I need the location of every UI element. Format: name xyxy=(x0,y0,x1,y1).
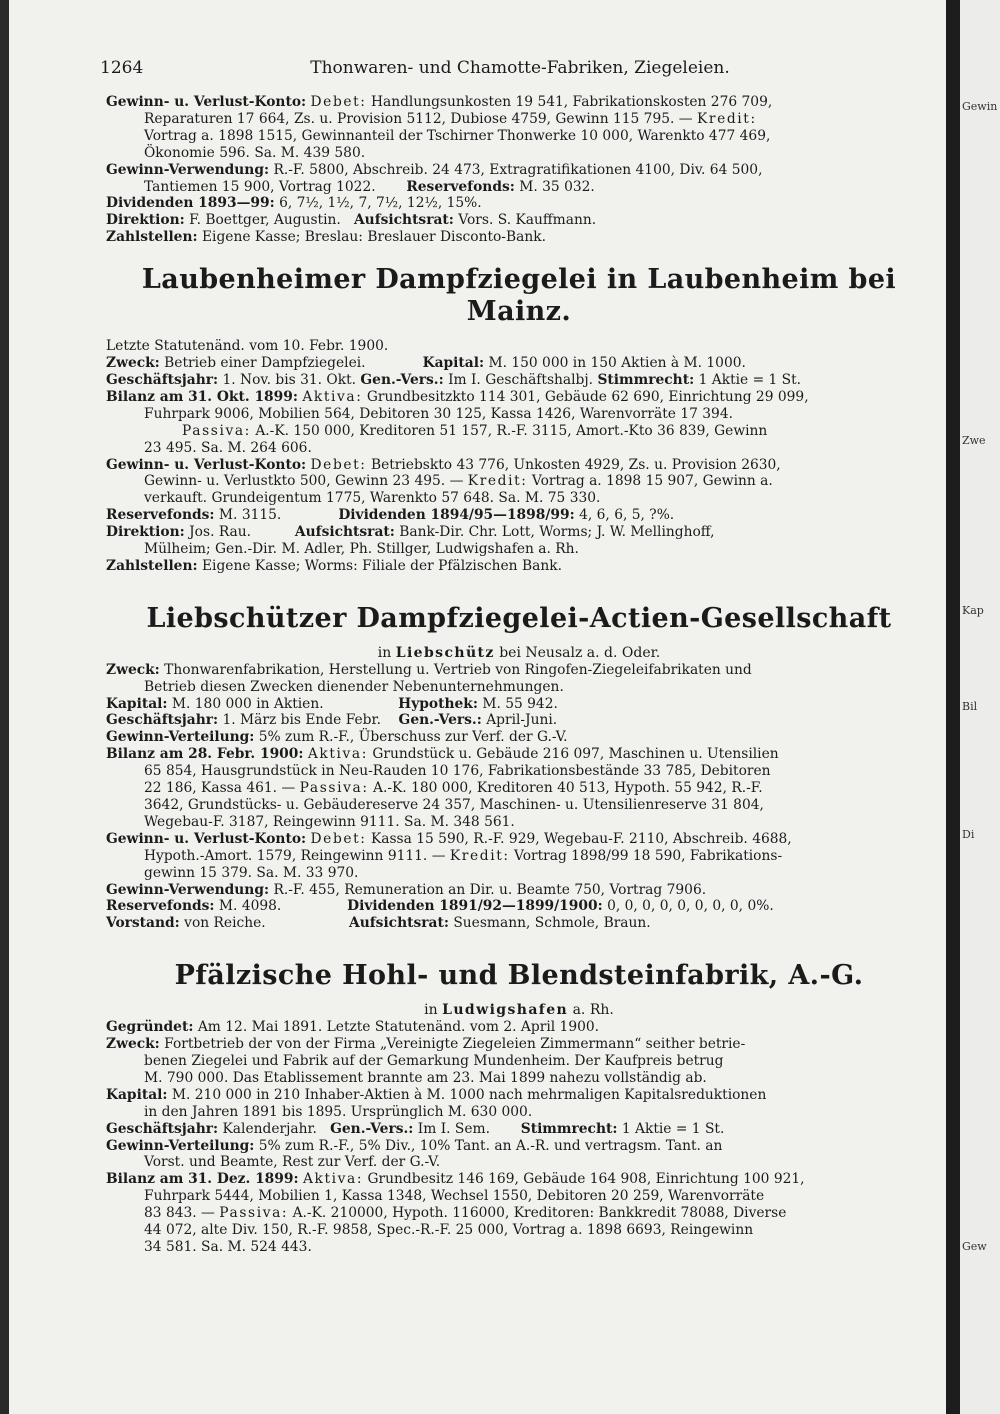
margin-fragment: Bil xyxy=(962,700,978,713)
company-entry-laubenheim: Laubenheimer Dampfziegelei in Laubenheim bei Mainz. Letzte Statutenänd. vom 10. Febr. 1900. Zweck: Betrieb einer Dampfziegelei. Kapital: M. 150 000 in 150 Aktien à M. 1000. Geschäftsjahr: 1. Nov. bis 31. Okt. Gen.-Vers.: Im I. Geschäftshalbj. Stimmrecht: 1 Aktie = 1 St. Bilanz am 31. Okt. 1899: Aktiva: Grundbesitzkto 114 301, Gebäude 62 690, Einrichtung 29 099, Fuhrpark 9006, Mobilien 564, Debitoren 30 125, Kassa 1426, Warenvorräte 17 394. Passiva: A.-K. 150 000, Kreditoren 51 157, R.-F. 3115, Amort.-Kto 36 839, Gewinn 23 495. Sa. M. 264 606. Gewinn- u. Verlust-Konto: Debet: Betriebskto 43 776, Unkosten 4929, Zs. u. Provision 2630, Gewinn- u. Verlustkto 500, Gewinn 23 495. — Kredit: Vortrag a. 1898 15 907, Gewinn a. verkauft. Grundeigentum 1775, Warenkto 57 648. Sa. M. 75 330. Reservefonds: M. 3115. Dividenden 1894/95—1898/99: 4, 6, 6, 5, ?%. Direktion: Jos. Rau. Aufsichtsrat: Bank-Dir. Chr. Lott, Worms; J. W. Mellinghoff, Mülheim; Gen.-Dir. M. Adler, Ph. Stillger, Ludwigshafen a. Rh. Zahlstellen: Eigene Kasse; Worms: Filiale der Pfälzischen Bank. xyxy=(106,264,932,575)
guv-line: Gewinn- u. Verlust-Konto: Debet: Handlungsunkosten 19 541, Fabrikationskosten 276 709, xyxy=(106,94,773,110)
page-number: 1264 xyxy=(100,58,144,78)
guv: Gewinn- u. Verlust-Konto: Debet: Kassa 15 590, R.-F. 929, Wegebau-F. 2110, Abschreib. 4688, xyxy=(106,830,792,847)
company-title: Pfälzische Hohl- und Blendsteinfabrik, A.-G. xyxy=(174,960,864,992)
gewinn-verwendung: Gewinn-Verwendung: R.-F. 5800, Abschreib. 24 473, Extragratifikationen 4100, Div. 64 500, xyxy=(106,161,763,178)
left-scan-edge xyxy=(0,0,9,1414)
dividenden: Dividenden 1893—99: 6, 7½, 1½, 7, 7½, 12½, 15%. xyxy=(106,195,482,212)
zahlstellen: Zahlstellen: Eigene Kasse; Breslau: Breslauer Disconto-Bank. xyxy=(106,229,546,246)
company-location: in Ludwigshafen a. Rh. xyxy=(424,1002,614,1019)
margin-fragment: Gewin xyxy=(962,100,998,113)
company-title: Laubenheimer Dampfziegelei in Laubenheim bei Mainz. xyxy=(141,264,897,328)
page-header xyxy=(100,58,932,82)
guv-line: Reparaturen 17 664, Zs. u. Provision 5112, Dubiose 4759, Gewinn 115 795. — Kredit: xyxy=(144,110,757,127)
company-title: Liebschützer Dampfziegelei-Actien-Gesellschaft xyxy=(146,602,892,634)
company-entry-liebschuetz: Liebschützer Dampfziegelei-Actien-Gesellschaft in Liebschütz bei Neusalz a. d. Oder. Zweck: Thonwarenfabrikation, Herstellung u. Vertrieb von Ringofen-Ziegeleifabrikaten und Betrieb diesen Zwecken dienender Nebenunternehmungen. Kapital: M. 180 000 in Aktien. Hypothek: M. 55 942. Geschäftsjahr: 1. März bis Ende Febr. Gen.-Vers.: April-Juni. Gewinn-Verteilung: 5% zum R.-F., Überschuss zur Verf. der G.-V. Bilanz am 28. Febr. 1900: Aktiva: Grundstück u. Gebäude 216 097, Maschinen u. Utensilien 65 854, Hausgrundstück in Neu-Rauden 10 176, Fabrikationsbestände 33 785, Debitoren 22 186, Kassa 461. — Passiva: A.-K. 180 000, Kreditoren 40 513, Hypoth. 55 942, R.-F. 3642, Grundstücks- u. Gebäudereserve 24 357, Maschinen- u. Utensilienreserve 31 804, Wegebau-F. 3187, Reingewinn 9111. Sa. M. 348 561. Gewinn- u. Verlust-Konto: Debet: Kassa 15 590, R.-F. 929, Wegebau-F. 2110, Abschreib. 4688, Hypoth.-Amort. 1579, Reingewinn 9111. — Kredit: Vortrag 1898/99 18 590, Fabrikations- gewinn 15 379. Sa. M. 33 970. Gewinn-Verwendung: R.-F. 455, Remuneration an Dir. u. Beamte 750, Vortrag 7906. Reservefonds: M. 4098. Dividenden 1891/92—1899/1900: 0, 0, 0, 0, 0, 0, 0, 0, 0%. Vorstand: von Reiche. Aufsichtsrat: Suesmann, Schmole, Braun. xyxy=(106,603,932,932)
margin-fragment: Zwe xyxy=(962,434,986,447)
margin-fragment: Di xyxy=(962,828,975,841)
page-gutter xyxy=(946,0,960,1414)
continued-entry: Gewinn- u. Verlust-Konto: Debet: Handlungsunkosten 19 541, Fabrikationskosten 276 709, Reparaturen 17 664, Zs. u. Provision 5112, Dubiose 4759, Gewinn 115 795. — Kredit: Vortrag a. 1898 1515, Gewinnanteil der Tschirner Thonwerke 10 000, Warenkto 477 469, Ökonomie 596. Sa. M. 439 580. Gewinn-Verwendung: R.-F. 5800, Abschreib. 24 473, Extragratifikationen 4100, Div. 64 500, Tantiemen 15 900, Vortrag 1022. Reservefonds: M. 35 032. Dividenden 1893—99: 6, 7½, 1½, 7, 7½, 12½, 15%. Direktion: F. Boettger, Augustin. Aufsichtsrat: Vors. S. Kauffmann. Zahlstellen: Eigene Kasse; Breslau: Breslauer Disconto-Bank. xyxy=(106,94,932,246)
guv-line: Vortrag a. 1898 1515, Gewinnanteil der Tschirner Thonwerke 10 000, Warenkto 477 469, xyxy=(144,127,771,144)
guv: Gewinn- u. Verlust-Konto: Debet: Betriebskto 43 776, Unkosten 4929, Zs. u. Provision 2630, xyxy=(106,456,781,473)
margin-fragment: Kap xyxy=(962,604,984,617)
page-content xyxy=(106,94,932,1256)
company-entry-pfaelzische: Pfälzische Hohl- und Blendsteinfabrik, A.-G. in Ludwigshafen a. Rh. Gegründet: Am 12. Mai 1891. Letzte Statutenänd. vom 2. April 1900. Zweck: Fortbetrieb der von der Firma „Vereinigte Ziegeleien Zimmermann“ seither betrie- benen Ziegelei und Fabrik auf der Gemarkung Mundenheim. Der Kaufpreis betrug M. 790 000. Das Etablissement brannte am 23. Mai 1899 nahezu vollständig ab. Kapital: M. 210 000 in 210 Inhaber-Aktien à M. 1000 nach mehrmaligen Kapitalsreduktionen in den Jahren 1891 bis 1895. Ursprünglich M. 630 000. Geschäftsjahr: Kalenderjahr. Gen.-Vers.: Im I. Sem. Stimmrecht: 1 Aktie = 1 St. Gewinn-Verteilung: 5% zum R.-F., 5% Div., 10% Tant. an A.-R. und vertragsm. Tant. an Vorst. und Beamte, Rest zur Verf. der G.-V. Bilanz am 31. Dez. 1899: Aktiva: Grundbesitz 146 169, Gebäude 164 908, Einrichtung 100 921, Fuhrpark 5444, Mobilien 1, Kassa 1348, Wechsel 1550, Debitoren 20 259, Warenvorräte 83 843. — Passiva: A.-K. 210000, Hypoth. 116000, Kreditoren: Bankkredit 78088, Diverse 44 072, alte Div. 150, R.-F. 9858, Spec.-R.-F. 25 000, Vortrag a. 1898 6693, Reingewinn 34 581. Sa. M. 524 443. xyxy=(106,960,932,1256)
margin-fragment: Gew xyxy=(962,1240,987,1253)
bilanz: Bilanz am 31. Dez. 1899: Aktiva: Grundbesitz 146 169, Gebäude 164 908, Einrichtung 100 921, xyxy=(106,1171,805,1188)
company-location: in Liebschütz bei Neusalz a. d. Oder. xyxy=(377,644,661,661)
direktion: Direktion: F. Boettger, Augustin. Aufsichtsrat: Vors. S. Kauffmann. xyxy=(106,212,597,229)
guv-line: Ökonomie 596. Sa. M. 439 580. xyxy=(144,144,366,161)
bilanz: Bilanz am 28. Febr. 1900: Aktiva: Grundstück u. Gebäude 216 097, Maschinen u. Utensilien xyxy=(106,746,779,763)
statut-line: Letzte Statutenänd. vom 10. Febr. 1900. xyxy=(106,338,389,355)
running-title: Thonwaren- und Chamotte-Fabriken, Ziegeleien. xyxy=(310,58,730,78)
bilanz: Bilanz am 31. Okt. 1899: Aktiva: Grundbesitzkto 114 301, Gebäude 62 690, Einrichtung 29 099, xyxy=(106,388,809,405)
